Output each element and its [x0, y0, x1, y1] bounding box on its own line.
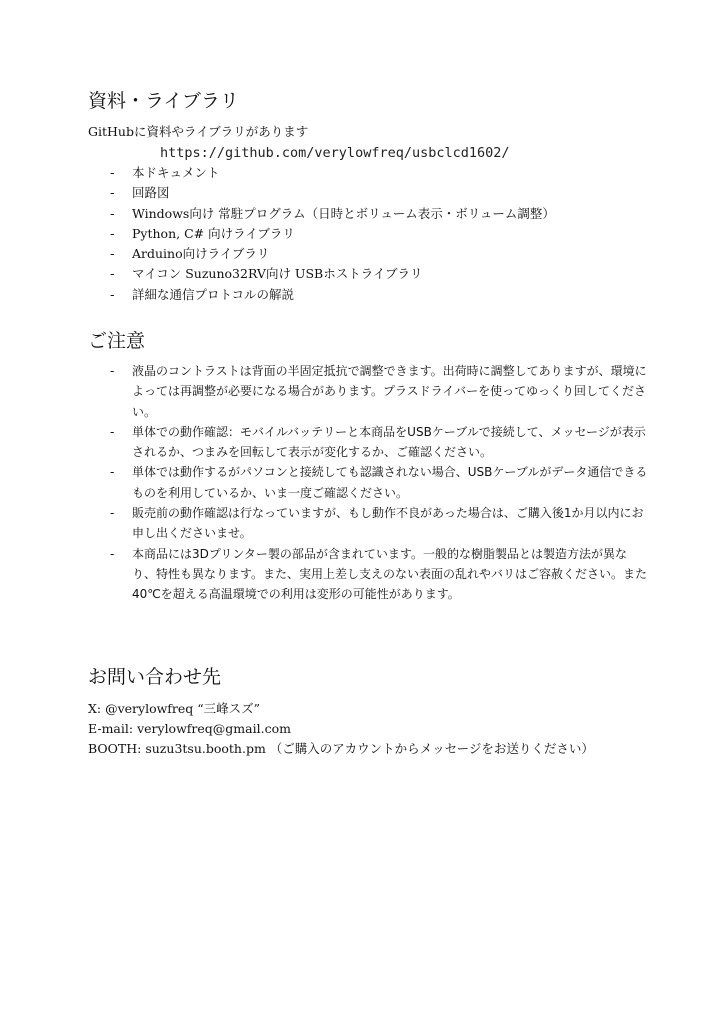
list-item: - 液晶のコントラストは背面の半固定抵抗で調整できます。出荷時に調整してありますが、環境によっては再調整が必要になる場合があります。プラスドライバーを使ってゆっくり回してください。 [88, 361, 648, 422]
bullet-dash: - [110, 266, 115, 282]
list-item: - Arduino向けライブラリ [88, 244, 555, 264]
list-item: - 単体での動作確認：モバイルバッテリーと本商品をUSBケーブルで接続して、メッセージが表示されるか、つまみを回転して表示が変化するか、ご確認ください。 [88, 422, 648, 463]
list-item: - 販売前の動作確認は行なっていますが、もし動作不良があった場合は、ご購入後1か月以内にお申し出くださいませ。 [88, 503, 648, 544]
bullet-dash: - [110, 506, 115, 521]
contact-heading: お問い合わせ先 [88, 666, 222, 688]
notes-heading: ご注意 [88, 330, 146, 352]
list-item: - 単体では動作するがパソコンと接続しても認識されない場合、USBケーブルがデータ通信できるものを利用しているか、いま一度ご確認ください。 [88, 462, 648, 503]
github-url[interactable]: https://github.com/verylowfreq/usbclcd1602/ [160, 145, 510, 161]
bullet-dash: - [110, 165, 115, 180]
list-item: - 本商品には3Dプリンター製の部品が含まれています。一般的な樹脂製品とは製造方法が異なり、特性も異なります。また、実用上差し支えのない表面の乱れやバリはご容赦ください。また40℃を超える高温環境での利用は変形の可能性があります。 [88, 544, 648, 605]
bullet-dash: - [110, 246, 115, 262]
bullet-dash: - [110, 205, 115, 221]
bullet-dash: - [110, 364, 115, 378]
bullet-dash: - [110, 465, 115, 480]
list-item: - Windows向け 常駐プログラム（日時とボリューム表示・ボリューム調整） [88, 204, 555, 224]
list-item: - マイコン Suzuno32RV向け USBホストライブラリ [88, 264, 555, 284]
bullet-dash: - [110, 546, 115, 561]
bullet-dash: - [110, 225, 115, 241]
bullet-dash: - [110, 286, 115, 302]
list-item: - 回路図 [88, 183, 555, 203]
materials-list [88, 163, 555, 305]
contact-booth: BOOTH: suzu3tsu.booth.pm （ご購入のアカウントからメッセージをお送りください） [88, 741, 594, 756]
bullet-dash: - [110, 424, 115, 439]
contact-x: X: @verylowfreq “三峰スズ” [88, 701, 261, 716]
materials-heading: 資料・ライブラリ [88, 90, 239, 112]
contact-email[interactable]: E-mail: verylowfreq@gmail.com [88, 721, 291, 736]
notes-list [88, 361, 648, 605]
list-item: - 本ドキュメント [88, 163, 555, 183]
list-item: - 詳細な通信プロトコルの解説 [88, 285, 555, 305]
bullet-dash: - [110, 185, 115, 201]
list-item: - Python, C# 向けライブラリ [88, 224, 555, 244]
materials-intro: GitHubに資料やライブラリがあります [88, 124, 309, 139]
